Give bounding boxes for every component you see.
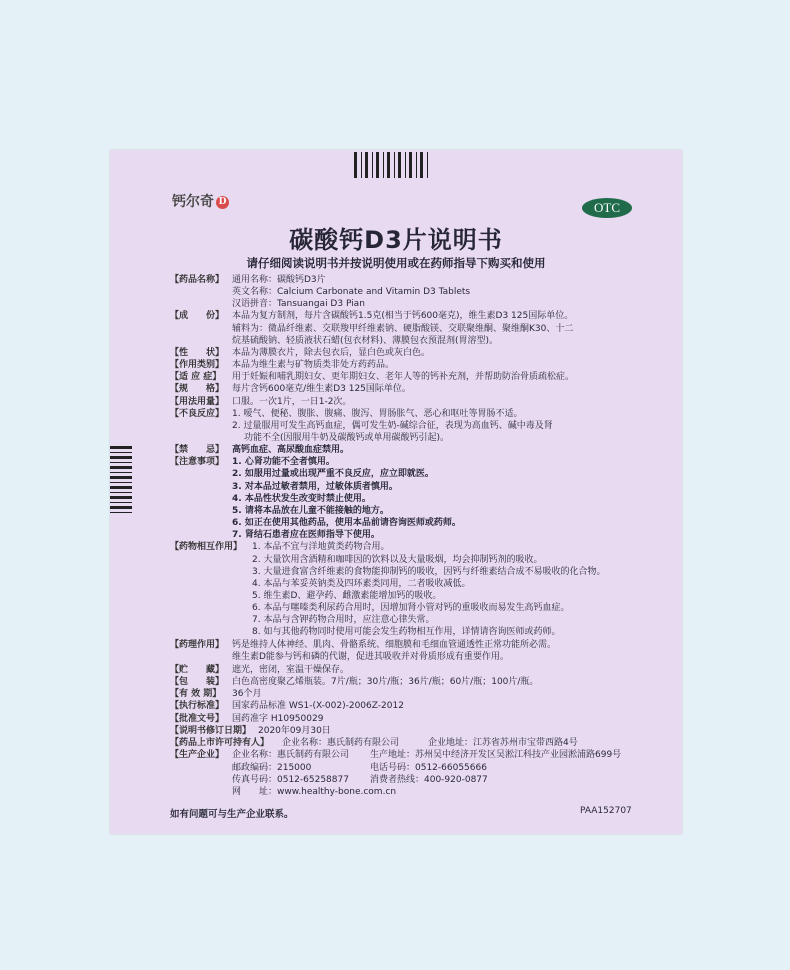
manufacturer-field: 邮政编码：215000 [232,763,312,773]
manufacturer-field: 传真号码：0512-65258877 [232,775,349,785]
side-barcode [110,446,132,516]
contact-note: 如有问题可与生产企业联系。 [170,809,294,820]
manufacturer-field: 消费者热线：400-920-0877 [370,775,488,785]
leaflet-title: 碳酸钙D3片说明书 [289,226,503,254]
document-code: PAA152707 [580,806,632,816]
leaflet-subtitle: 请仔细阅读说明书并按说明使用或在药师指导下购买和使用 [246,256,546,270]
top-barcode [354,152,428,178]
manufacturer-field: 电话号码：0512-66055666 [370,763,487,773]
instruction-leaflet: 钙尔奇 D OTC 碳酸钙D3片说明书 请仔细阅读说明书并按说明使用或在药师指导下购买和使用 【药品名称】 通用名称：碳酸钙D3片 英文名称：Calcium Carbonate and Vitamin D3 Tablets 汉语拼音：Tansuangai D3 Pian 【成 份】 本品为复方制剂，每片含碳酸钙1.5克(相当于钙600毫克)，维生素D3 125国际单位。 辅料为：微晶纤维素、交联羧甲纤维素钠、硬脂酸镁、交联聚维酮、聚维酮K30、十二 烷基硫酸钠、轻质液状石蜡(包衣材料)、薄膜包衣预混剂(胃溶型)。 【性 状】 本品为薄膜衣片，除去包衣后，显白色或灰白色。 【作用类别】 本品为维生素与矿物质类非处方药药品。 【适 应 症】 用于妊娠和哺乳期妇女、更年期妇女、老年人等的钙补充剂，并帮助防治骨质疏松症。 【规 格】 每片含钙600毫克/维生素D3 125国际单位。 【用法用量】 口服。一次1片，一日1-2次。 【不良反应】 1. 嗳气、便秘、腹胀、腹痛、腹泻、胃肠胀气、恶心和呕吐等胃肠不适。 2. 过量服用可发生高钙血症，偶可发生奶-碱综合征，表现为高血钙、碱中毒及肾 功能不全(因服用牛奶及碳酸钙或单用碳酸钙引起)。 【禁 忌】 高钙血症、高尿酸血症禁用。 【注意事项】 1. 心肾功能不全者慎用。 2. 如服用过量或出现严重不良反应，应立即就医。 3. 对本品过敏者禁用，过敏体质者慎用。 4. 本品性状发生改变时禁止使用。 5. 请将本品放在儿童不能接触的地方。 6. 如正在使用其他药品，使用本品前请咨询医师或药师。 7. 肾结石患者应在医师指导下使用。 【药物相互作用】 1. 本品不宜与洋地黄类药物合用。 2. 大量饮用含酒精和咖啡因的饮料以及大量吸烟，均会抑制钙剂的吸收。 3. 大量进食富含纤维素的食物能抑制钙的吸收，因钙与纤维素结合成不易吸收的化合物。 4. 本品与苯妥英钠类及四环素类同用，二者吸收减低。 5. 维生素D、避孕药、雌激素能增加钙的吸收。 6. 本品与噻嗪类利尿药合用时，因增加肾小管对钙的重吸收而易发生高钙血症。 7. 本品与含钾药物合用时，应注意心律失常。 8. 如与其他药物同时使用可能会发生药物相互作用，详情请咨询医师或药师。 【药理作用】 钙是维持人体神经、肌肉、骨骼系统、细胞膜和毛细血管通透性正常功能所必需。 维生素D能参与钙和磷的代谢，促进其吸收并对骨质形成有重要作用。 【贮 藏】 遮光，密闭，室温干燥保存。 【包 装】 白色高密度聚乙烯瓶装。7片/瓶；30片/瓶；36片/瓶；60片/瓶；100片/瓶。 【有 效 期】 36个月 【执行标准】 国家药品标准 WS1-(X-002)-2006Z-2012 【批准文号】 国药准字 H10950029 【说明书修订日期】 2020年09月30日 【药品上市许可持有人】 企业名称：惠氏制药有限公司 企业地址：江苏省苏州市宝带西路4号 【生产企业】 企业名称：惠氏制药有限公司 生产地址：苏州吴中经济开发区吴淞江科技产业园淞浦路699号 邮政编码：215000 电话号码：0512-66055666 传真号码：0512-65258877 消费者热线：400-920-0877 网 址：www.healthy-bone.com.cn 如有问题可与生产企业联系。 PAA152707 [110,150,682,834]
otc-badge: OTC [582,198,632,218]
brand-logo: 钙尔奇 D [172,191,229,211]
manufacturer-field: 网 址：www.healthy-bone.com.cn [232,787,397,797]
brand-badge: D [216,196,229,209]
